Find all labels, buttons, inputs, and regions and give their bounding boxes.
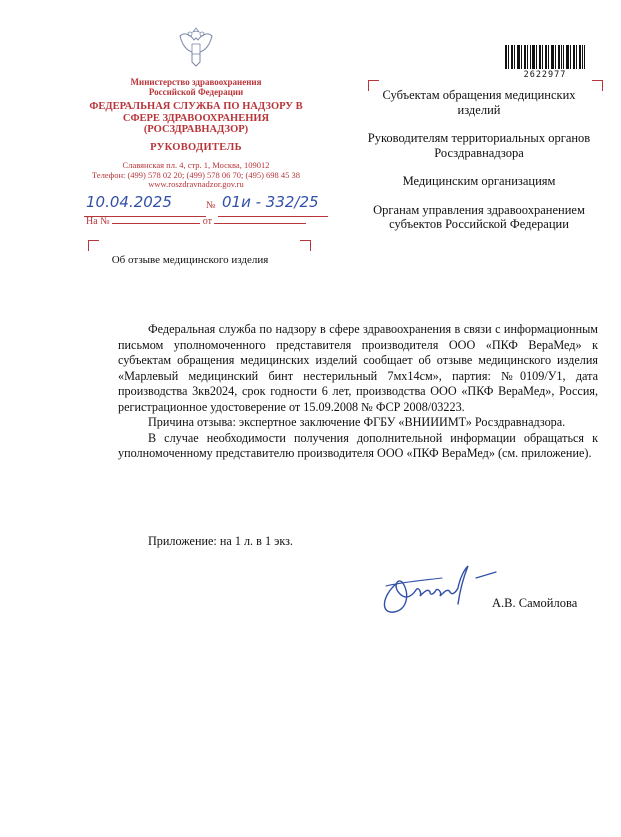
service-name: ФЕДЕРАЛЬНАЯ СЛУЖБА ПО НАДЗОРУ В СФЕРЕ ЗДРАВООХРАНЕНИЯ (РОСЗДРАВНАДЗОР): [89, 101, 303, 135]
ref-underline: [112, 214, 200, 224]
barcode: [505, 45, 585, 69]
recipient-item: Медицинским организациям: [402, 174, 556, 188]
body-paragraph: В случае необходимости получения дополнительной информации обращаться к уполномоченному представителю производителя ООО «ПКФ ВераМед» (см. приложение).: [118, 430, 598, 460]
ref-label: На №: [86, 216, 110, 227]
body-paragraph: Причина отзыва: экспертное заключение ФГБУ «ВНИИИМТ» Росздравнадзора.: [148, 415, 566, 429]
head-title: РУКОВОДИТЕЛЬ: [150, 142, 242, 153]
recipient-item: Органам управления здравоохранением субъектов Российской Федерации: [373, 202, 585, 231]
reference-line: [86, 214, 306, 227]
recipient-item: Субъектам обращения медицинских изделий: [382, 88, 576, 117]
number-label: №: [206, 200, 216, 211]
bracket-top-right: [300, 240, 311, 251]
attachment-note: Приложение: на 1 л. в 1 экз.: [148, 534, 293, 548]
number-handwritten: 01и - 332/25: [222, 193, 319, 211]
signatory-name: А.В. Самойлова: [492, 596, 578, 610]
letter-subject: Об отзыве медицинского изделия: [111, 254, 269, 266]
website: www.roszdravnadzor.gov.ru: [148, 179, 244, 189]
body-paragraph: Федеральная служба по надзору в сфере здравоохранения в связи с информационным письмом уполномоченного представителя производителя ООО «ПКФ ВераМед» к субъектам обращения медицинских изделий сообщает об отзыве медицинского изделия «Марлевый медицинский бинт нестерильный 7мх14см», партия: №0109/У1, дата производства 3кв2024, срок годности 6 лет, производства ООО «ПКФ ВераМед», Россия, регистрационное удостоверение от 15.09.2008 № ФСР 2008/03223.: [118, 322, 598, 414]
phone: Телефон: (499) 578 02 20; (499) 578 06 70; (495) 698 45 38: [91, 169, 301, 180]
date-handwritten: 10.04.2025: [86, 193, 172, 211]
address: Славянская пл. 4, стр. 1, Москва, 109012: [122, 160, 270, 170]
bracket-top-left: [88, 240, 99, 251]
handwritten-signature: [372, 556, 522, 622]
ot-label: от: [202, 216, 212, 227]
ministry-name: Министерство здравоохранения Российской Федерации: [130, 77, 262, 97]
recipient-item: Руководителям территориальных органов Росздравнадзора: [367, 131, 591, 160]
contacts-block: [76, 161, 316, 190]
ot-underline: [214, 214, 306, 224]
coat-of-arms-emblem: [176, 24, 216, 68]
recipients-list: [364, 88, 594, 246]
barcode-number: 2622977: [523, 70, 567, 80]
letter-body: [118, 322, 598, 462]
